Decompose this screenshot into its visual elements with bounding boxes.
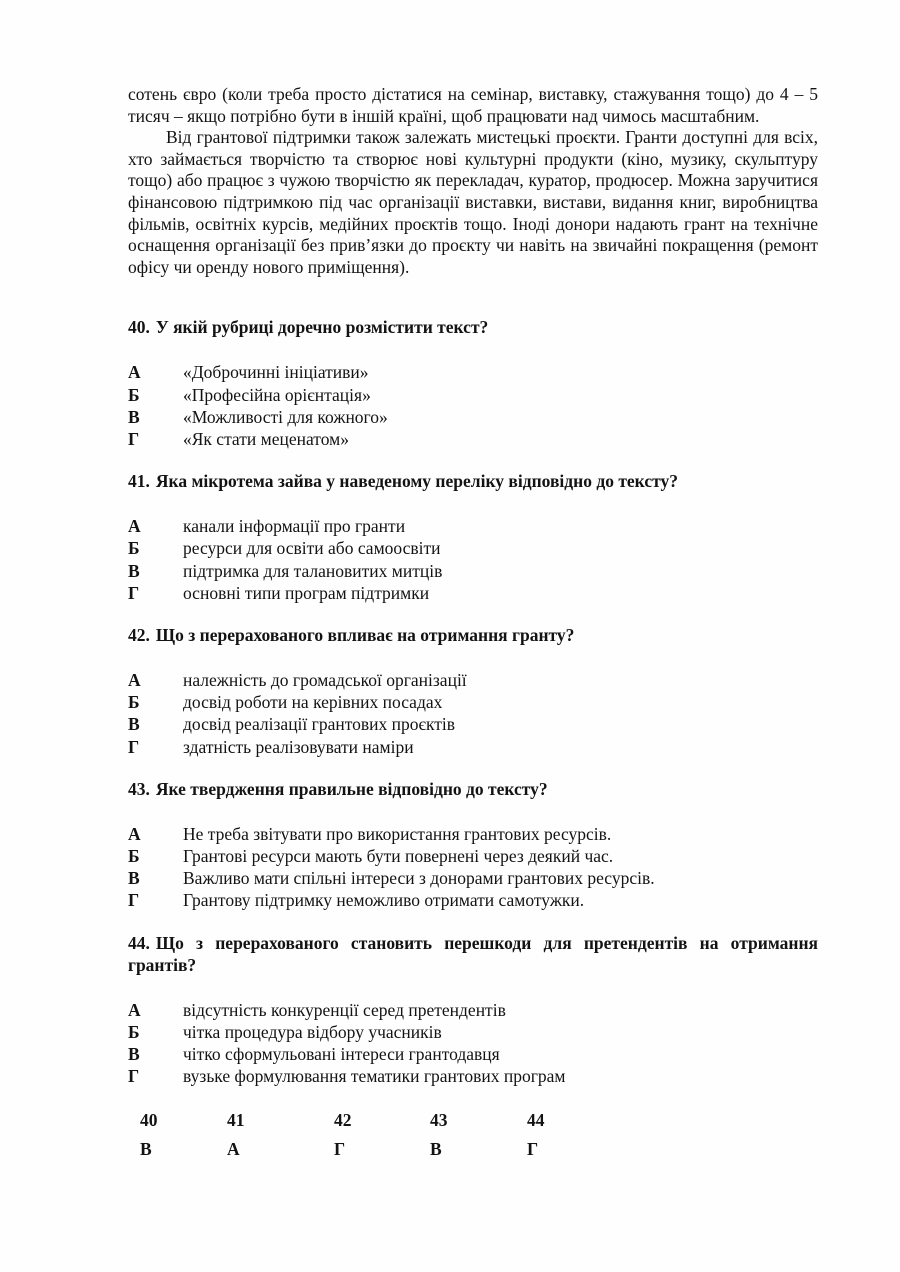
question-heading xyxy=(128,316,818,338)
option-text: вузьке формулювання тематики грантових програм xyxy=(183,1066,566,1087)
option-letter: Г xyxy=(128,736,140,757)
answer-key-numbers-row xyxy=(128,1109,818,1131)
option-v xyxy=(128,1043,818,1065)
question-41 xyxy=(128,470,818,604)
question-44 xyxy=(128,932,818,1088)
question-text: У якій рубриці доречно розмістити текст? xyxy=(155,317,489,338)
question-text: Яка мікротема зайва у наведеному переліку відповідно до тексту? xyxy=(155,471,678,492)
option-letter: В xyxy=(128,406,140,427)
option-text: Грантову підтримку неможливо отримати самотужки. xyxy=(183,890,585,911)
option-letter: А xyxy=(128,669,141,690)
option-g xyxy=(128,582,818,604)
option-text: основні типи програм підтримки xyxy=(183,582,430,603)
option-text: Важливо мати спільні інтереси з донорами грантових ресурсів. xyxy=(183,868,655,889)
question-heading xyxy=(128,470,818,492)
option-letter: Б xyxy=(128,384,140,405)
intro-paragraph: Від грантової підтримки також залежать мистецькі проєкти. Гранти доступні для всіх, хто займається творчістю та створює нові культурні продукти (кіно, музику, скульптуру тощо) або працює з чужою творчістю як перекладач, куратор, продюсер. Можна заручитися фінансовою підтримкою під час організації виставки, вистави, видання книг, виробництва фільмів, освітніх курсів, медійних проєктів тощо. Іноді донори надають грант на технічне оснащення організації без прив’язки до проєкту чи навіть на звичайні покращення (ремонт офісу чи оренду нового приміщення). xyxy=(128,127,818,277)
option-text: відсутність конкуренції серед претендентів xyxy=(183,999,506,1020)
answer-key-letter: Г xyxy=(527,1139,539,1160)
option-text: належність до громадської організації xyxy=(183,669,467,690)
option-letter: А xyxy=(128,999,141,1020)
option-text: ресурси для освіти або самоосвіти xyxy=(183,538,441,559)
option-v xyxy=(128,406,818,428)
answer-key-number: 43 xyxy=(430,1110,448,1131)
answer-key-letters-row xyxy=(128,1138,818,1160)
option-v xyxy=(128,560,818,582)
option-text: досвід роботи на керівних посадах xyxy=(183,692,443,713)
option-letter: В xyxy=(128,868,140,889)
answer-key-number: 40 xyxy=(140,1110,158,1131)
question-43 xyxy=(128,778,818,912)
option-text: канали інформації про гранти xyxy=(183,516,406,537)
option-text: Грантові ресурси мають бути повернені через деякий час. xyxy=(183,845,614,866)
option-letter: А xyxy=(128,823,141,844)
option-b xyxy=(128,845,818,867)
question-number: 42. xyxy=(128,624,150,645)
options-list xyxy=(128,515,818,604)
option-letter: Г xyxy=(128,890,140,911)
question-42 xyxy=(128,624,818,758)
option-letter: Г xyxy=(128,582,140,603)
option-letter: Б xyxy=(128,1021,140,1042)
option-letter: В xyxy=(128,1044,140,1064)
option-text: досвід реалізації грантових проєктів xyxy=(183,714,456,735)
option-text: «Доброчинні ініціативи» xyxy=(183,362,369,383)
option-b xyxy=(128,384,818,406)
options-list xyxy=(128,999,818,1088)
intro-paragraph-continuation: сотень євро (коли треба просто дістатися на семінар, виставку, стажування тощо) до 4 – 5 тисяч – якщо потрібно бути в іншій країні, щоб працювати над чимось масштабним. xyxy=(128,84,818,126)
option-letter: Б xyxy=(128,538,140,559)
option-letter: Б xyxy=(128,692,140,713)
option-text: «Можливості для кожного» xyxy=(183,406,388,427)
options-list xyxy=(128,361,818,450)
page-content xyxy=(128,84,818,1160)
option-letter: А xyxy=(128,362,141,383)
answer-key-number: 44 xyxy=(527,1110,545,1131)
option-a xyxy=(128,823,818,845)
option-g xyxy=(128,428,818,450)
option-text: здатність реалізовувати наміри xyxy=(183,736,414,757)
option-g xyxy=(128,736,818,758)
option-text: чітко сформульовані інтереси грантодавця xyxy=(183,1044,500,1064)
option-letter: А xyxy=(128,516,141,537)
option-v xyxy=(128,867,818,889)
options-list xyxy=(128,669,818,758)
option-g xyxy=(128,889,818,911)
question-number: 43. xyxy=(128,778,150,799)
option-text: Не треба звітувати про використання грантових ресурсів. xyxy=(183,823,612,844)
question-heading xyxy=(128,932,818,976)
option-a xyxy=(128,999,818,1021)
question-text: Що з перерахованого становить перешкоди для претендентів на отримання грантів? xyxy=(128,932,818,975)
answer-key-number: 41 xyxy=(227,1110,245,1131)
option-b xyxy=(128,691,818,713)
question-40 xyxy=(128,316,818,450)
answer-key-table xyxy=(128,1109,818,1160)
option-letter: В xyxy=(128,714,140,735)
option-a xyxy=(128,515,818,537)
answer-key-number: 42 xyxy=(334,1110,352,1131)
option-letter: В xyxy=(128,560,140,581)
option-text: чітка процедура відбору учасників xyxy=(183,1021,442,1042)
question-text: Яке твердження правильне відповідно до тексту? xyxy=(155,778,548,799)
question-number: 41. xyxy=(128,471,150,492)
option-text: «Як стати меценатом» xyxy=(183,428,349,449)
answer-key-letter: В xyxy=(140,1139,152,1160)
question-number: 40. xyxy=(128,317,150,338)
option-b xyxy=(128,537,818,559)
option-v xyxy=(128,713,818,735)
option-g xyxy=(128,1065,818,1087)
question-text: Що з перерахованого впливає на отримання гранту? xyxy=(155,624,575,645)
question-heading xyxy=(128,624,818,646)
answer-key-letter: Г xyxy=(334,1139,346,1160)
option-text: підтримка для талановитих митців xyxy=(183,560,443,581)
question-number: 44. xyxy=(128,932,150,953)
option-a xyxy=(128,361,818,383)
options-list xyxy=(128,823,818,912)
option-a xyxy=(128,669,818,691)
option-b xyxy=(128,1021,818,1043)
option-letter: Б xyxy=(128,845,140,866)
answer-key-letter: А xyxy=(227,1139,240,1160)
answer-key-letter: В xyxy=(430,1139,442,1160)
option-letter: Г xyxy=(128,428,140,449)
option-text: «Професійна орієнтація» xyxy=(183,384,371,405)
option-letter: Г xyxy=(128,1066,140,1087)
question-heading xyxy=(128,778,818,800)
